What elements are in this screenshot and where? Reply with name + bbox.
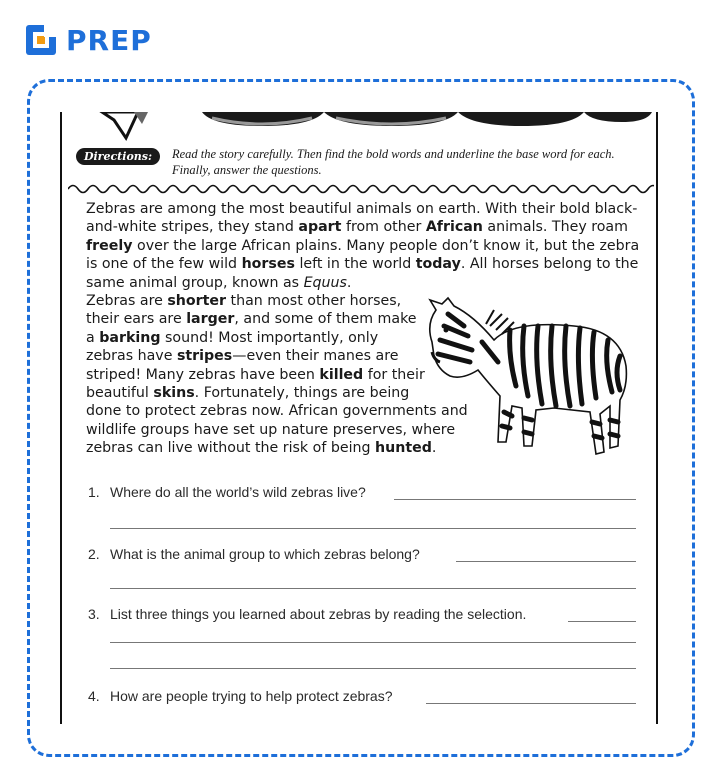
- bold-word: skins: [153, 385, 195, 402]
- story-text: zebras can live without the risk of being: [86, 440, 376, 457]
- bold-word: killed: [319, 366, 364, 383]
- answer-line[interactable]: [456, 561, 636, 562]
- answer-line[interactable]: [110, 528, 636, 529]
- prep-logo: [24, 20, 152, 60]
- bold-word: stripes: [176, 348, 233, 365]
- story-text: for their: [363, 366, 425, 383]
- answer-line[interactable]: [394, 499, 636, 500]
- header-illustration: [62, 112, 658, 142]
- question-number: 3.: [88, 606, 100, 622]
- bold-word: barking: [99, 329, 161, 346]
- story-text: zebras have: [86, 348, 177, 365]
- story-text: Zebras are: [86, 293, 168, 310]
- prep-logo-icon: [24, 23, 58, 57]
- story-text: striped! Many zebras have been: [86, 366, 320, 383]
- story-text: done to protect zebras now. African governments and: [86, 403, 468, 420]
- story-text: from other: [341, 219, 426, 236]
- story-text: Zebras are among the most beautiful animals on earth. With their bold black-and-white stripes, they stand: [86, 201, 638, 236]
- bold-word: African: [425, 219, 483, 236]
- story-text: , and some of them make: [234, 311, 417, 328]
- bold-word: today: [415, 256, 461, 273]
- bold-word: horses: [241, 256, 295, 273]
- bold-word: freely: [86, 237, 133, 254]
- story-text: a: [86, 329, 100, 346]
- answer-line[interactable]: [110, 588, 636, 589]
- bold-word: hunted: [375, 440, 432, 457]
- answer-line[interactable]: [110, 642, 636, 643]
- story-text: animals. They roam: [482, 219, 628, 236]
- italic-word: Equus: [303, 274, 347, 291]
- bold-word: apart: [298, 219, 342, 236]
- question-text: What is the animal group to which zebras belong?: [110, 546, 420, 562]
- question-number: 1.: [88, 484, 100, 500]
- directions-text: Read the story carefully. Then find the bold words and underline the base word for each. Finally, answer the questions.: [172, 147, 615, 177]
- question-number: 4.: [88, 688, 100, 704]
- question-3: [88, 606, 636, 626]
- story-text: left in the world: [294, 256, 416, 273]
- worksheet: [60, 112, 658, 724]
- story-text: wildlife groups have set up nature preserves, where: [86, 421, 456, 438]
- story-text: over the large African plains. Many people don’t know it, but the zebra is one of the few wild: [86, 237, 640, 273]
- story-text: their ears are: [86, 311, 187, 328]
- question-text: How are people trying to help protect zebras?: [110, 688, 393, 704]
- question-4: [88, 688, 636, 708]
- question-number: 2.: [88, 546, 100, 562]
- bold-word: larger: [186, 311, 235, 328]
- story-text: than most other horses,: [226, 293, 402, 310]
- story-text: . Fortunately, things are being: [194, 385, 410, 402]
- story-text: .: [431, 440, 437, 457]
- story-text: .: [346, 274, 352, 291]
- answer-line[interactable]: [426, 703, 636, 704]
- wavy-divider: [68, 182, 654, 196]
- story-text: . All horses belong to the same animal group, known as: [86, 256, 639, 291]
- story-paragraph-1: [86, 200, 642, 292]
- brand-name: PREP: [66, 23, 152, 57]
- story-text: beautiful: [86, 385, 154, 402]
- zebra-illustration: [424, 296, 638, 460]
- question-text: List three things you learned about zebras by reading the selection.: [110, 606, 527, 622]
- question-text: Where do all the world’s wild zebras live?: [110, 484, 366, 500]
- story-text: sound! Most importantly, only: [160, 329, 379, 346]
- question-1: [88, 484, 636, 504]
- answer-line[interactable]: [110, 668, 636, 669]
- answer-line[interactable]: [568, 621, 636, 622]
- directions-badge: Directions:: [76, 148, 160, 165]
- bold-word: shorter: [167, 293, 227, 310]
- question-2: [88, 546, 636, 566]
- story-text: —even their manes are: [232, 348, 399, 365]
